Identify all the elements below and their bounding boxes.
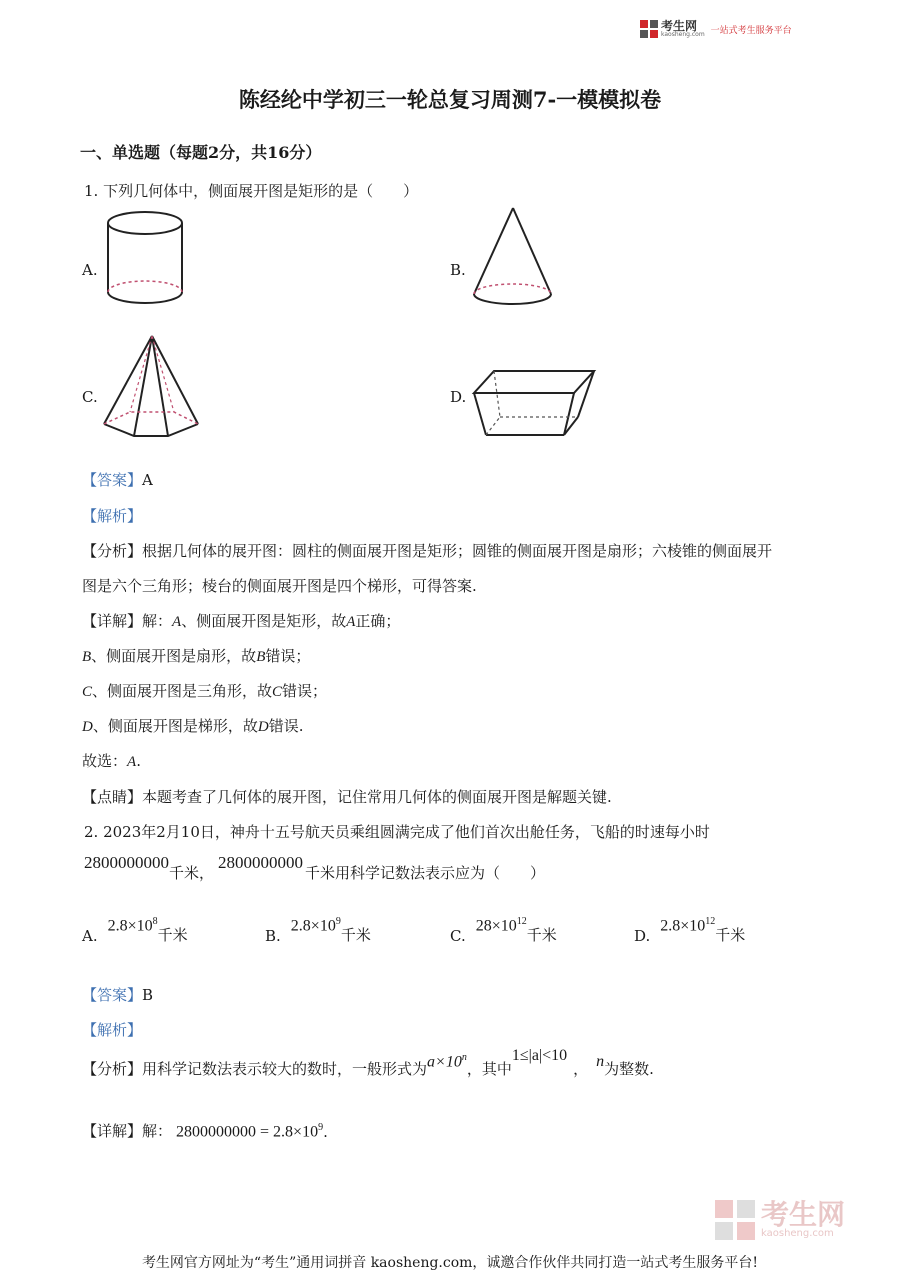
q1-analysis-tag: 【解析】	[82, 507, 143, 525]
q1-option-c-label: C.	[82, 388, 98, 406]
q2-fenxi: 【分析】用科学记数法表示较大的数时，一般形式为 $a\times 10^n$ ，其中 1≤|a|<10 ， n 为整数.	[82, 1047, 654, 1078]
answer-tag: 【答案】	[82, 986, 143, 1004]
q1-detail-line: C、侧面展开图是三角形，故C错误；	[82, 682, 328, 700]
q1-option-a-label: A.	[82, 261, 98, 279]
answer-value: B	[142, 986, 154, 1004]
q2-num2: 2800000000	[218, 853, 304, 872]
answer-tag: 【答案】	[82, 471, 143, 489]
footer-text: 考生网官方网址为“考生”通用词拼音 kaosheng.com，诚邀合作伙伴共同打造一站式考生服务平台!	[141, 1255, 759, 1271]
q2-detail: 【详解】解： $2800000000 = 2.8\times 10^9$ .	[82, 1121, 328, 1141]
logo-sub: kaosheng.com	[661, 31, 705, 38]
q2-analysis-tag: 【解析】	[82, 1021, 143, 1039]
watermark	[715, 1200, 845, 1240]
q1-stem: 1. 下列几何体中，侧面展开图是矩形的是（ ）	[84, 182, 419, 200]
page-title: 陈经纶中学初三一轮总复习周测7-一模模拟卷	[238, 87, 662, 112]
logo-text: 考生网	[661, 19, 698, 33]
q1-option-d-label: D.	[450, 388, 467, 406]
q1-detail-line: B、侧面展开图是扇形，故B错误；	[82, 647, 311, 665]
q1-detail-line: 【详解】解：A、侧面展开图是矩形，故A正确；	[82, 612, 401, 630]
q2-option-c: C. $28\times 10^{12}$ 千米	[450, 915, 557, 945]
watermark-logo-icon	[715, 1200, 755, 1240]
q1-detail-line: D、侧面展开图是梯形，故D错误.	[82, 717, 304, 735]
q2-num1: 2800000000	[84, 853, 169, 872]
q1-option-b-label: B.	[450, 261, 466, 279]
answer-value: A	[142, 471, 153, 489]
cone-figure	[468, 204, 558, 310]
section-heading: 一、单选题（每题2分，共16分）	[80, 143, 322, 162]
q2-unit1: 千米，	[169, 864, 215, 882]
q1-answer	[82, 469, 153, 490]
q1-dianjing: 【点睛】本题考查了几何体的展开图，记住常用几何体的侧面展开图是解题关键.	[82, 788, 612, 806]
q2-number-line	[84, 853, 546, 883]
watermark-sub: kaosheng.com	[761, 1228, 834, 1239]
cylinder-figure	[100, 208, 190, 308]
q2-tail: 千米用科学记数法表示应为（ ）	[305, 864, 546, 882]
q2-option-a: A. $2.8\times 10^8$ 千米	[82, 915, 188, 945]
q1-fenxi-line1: 【分析】根据几何体的展开图：圆柱的侧面展开图是矩形；圆锥的侧面展开图是扇形；六棱锥的侧面展开	[82, 542, 773, 560]
q1-choose: 故选：A.	[82, 752, 141, 770]
frustum-figure	[470, 365, 598, 441]
q2-answer	[82, 984, 153, 1005]
q2-option-d: D. $2.8\times 10^{12}$ 千米	[634, 915, 746, 945]
logo-slogan: 一站式考生服务平台	[710, 25, 792, 36]
header-logo[interactable]	[640, 20, 792, 38]
q2-stem: 2. 2023年2月10日，神舟十五号航天员乘组圆满完成了他们首次出舱任务，飞船的时速每小时	[84, 823, 710, 841]
hexagonal-pyramid-figure	[100, 332, 204, 440]
kaosheng-logo-icon	[640, 20, 658, 38]
watermark-text: 考生网	[761, 1198, 846, 1231]
q2-option-b: B. $2.8\times 10^9$ 千米	[265, 915, 371, 945]
q1-fenxi-line2: 图是六个三角形；棱台的侧面展开图是四个梯形，可得答案.	[82, 577, 477, 595]
